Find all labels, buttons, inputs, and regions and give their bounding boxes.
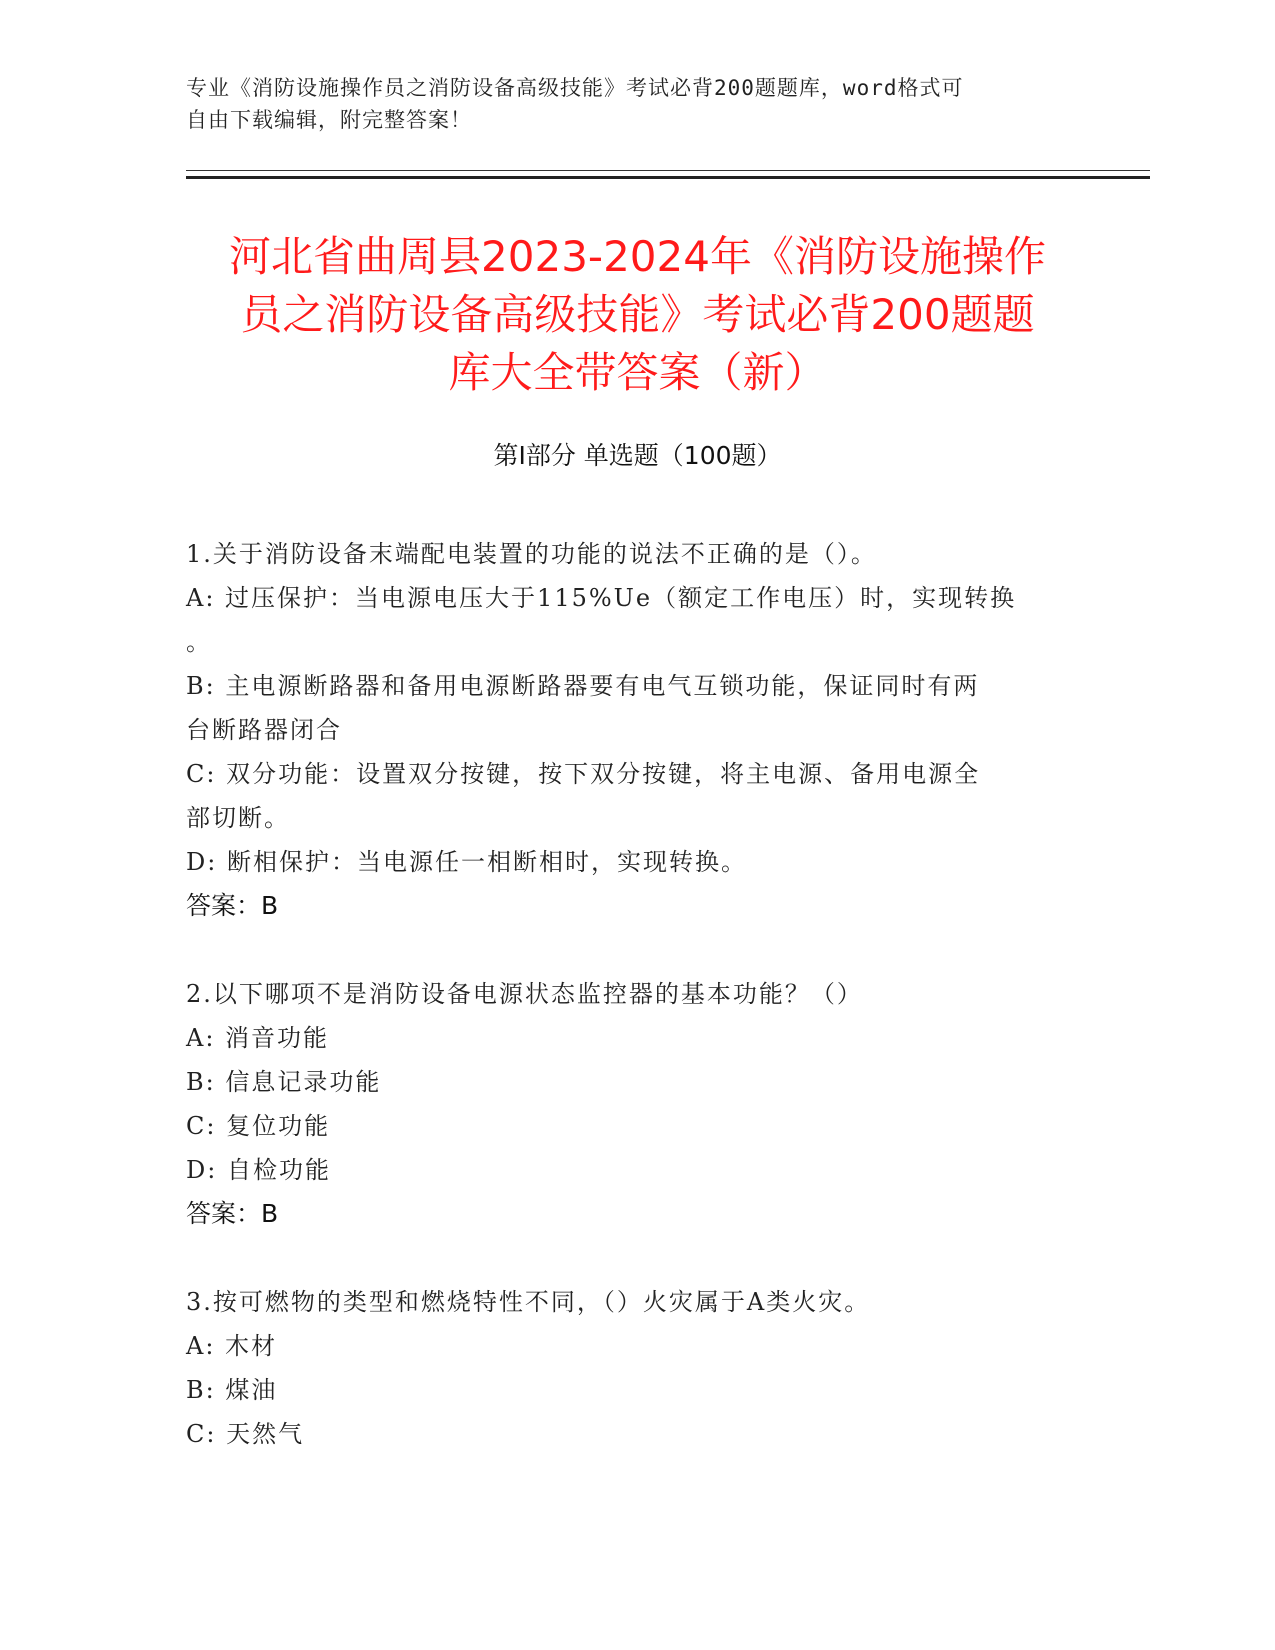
option-line: 。 xyxy=(186,628,212,656)
option-line: C: 天然气 xyxy=(186,1420,305,1448)
document-title-line-2: 员之消防设备高级技能》考试必背200题题 xyxy=(240,290,1035,339)
question-stem: 1.关于消防设备末端配电装置的功能的说法不正确的是（）。 xyxy=(186,540,877,568)
option-line: 台断路器闭合 xyxy=(186,716,342,744)
question-stem: 3.按可燃物的类型和燃烧特性不同，（）火灾属于A类火灾。 xyxy=(186,1288,871,1316)
option-line: C: 双分功能：设置双分按键，按下双分按键，将主电源、备用电源全 xyxy=(186,760,981,788)
section-title: 第Ⅰ部分 单选题（100题） xyxy=(493,441,782,470)
header-note-line-1: 专业《消防设施操作员之消防设备高级技能》考试必背200题题库，word格式可 xyxy=(186,76,964,100)
header-note xyxy=(186,72,1066,136)
header-note-line-2: 自由下载编辑，附完整答案！ xyxy=(186,108,472,132)
option-line: D: 断相保护：当电源任一相断相时，实现转换。 xyxy=(186,848,747,876)
question-stem: 2.以下哪项不是消防设备电源状态监控器的基本功能？（） xyxy=(186,980,863,1008)
question-list xyxy=(186,532,1086,1500)
header-divider-thick xyxy=(186,176,1150,179)
question-1 xyxy=(186,532,1086,928)
answer-line: 答案：B xyxy=(186,1199,279,1228)
question-3 xyxy=(186,1280,1086,1456)
document-title-line-3: 库大全带答案（新） xyxy=(448,348,827,397)
answer-line: 答案：B xyxy=(186,891,279,920)
option-line: 部切断。 xyxy=(186,804,290,832)
question-2 xyxy=(186,972,1086,1236)
document-title-line-1: 河北省曲周县2023-2024年《消防设施操作 xyxy=(229,232,1046,281)
option-line: D: 自检功能 xyxy=(186,1156,331,1184)
option-line: A: 木材 xyxy=(186,1332,278,1360)
option-line: A: 过压保护：当电源电压大于115%Ue（额定工作电压）时，实现转换 xyxy=(186,584,1017,612)
document-title xyxy=(150,228,1125,402)
option-line: C: 复位功能 xyxy=(186,1112,331,1140)
option-line: B: 煤油 xyxy=(186,1376,278,1404)
option-line: A: 消音功能 xyxy=(186,1024,330,1052)
option-line: B: 信息记录功能 xyxy=(186,1068,382,1096)
option-line: B: 主电源断路器和备用电源断路器要有电气互锁功能，保证同时有两 xyxy=(186,672,980,700)
header-divider-thin xyxy=(186,170,1150,171)
